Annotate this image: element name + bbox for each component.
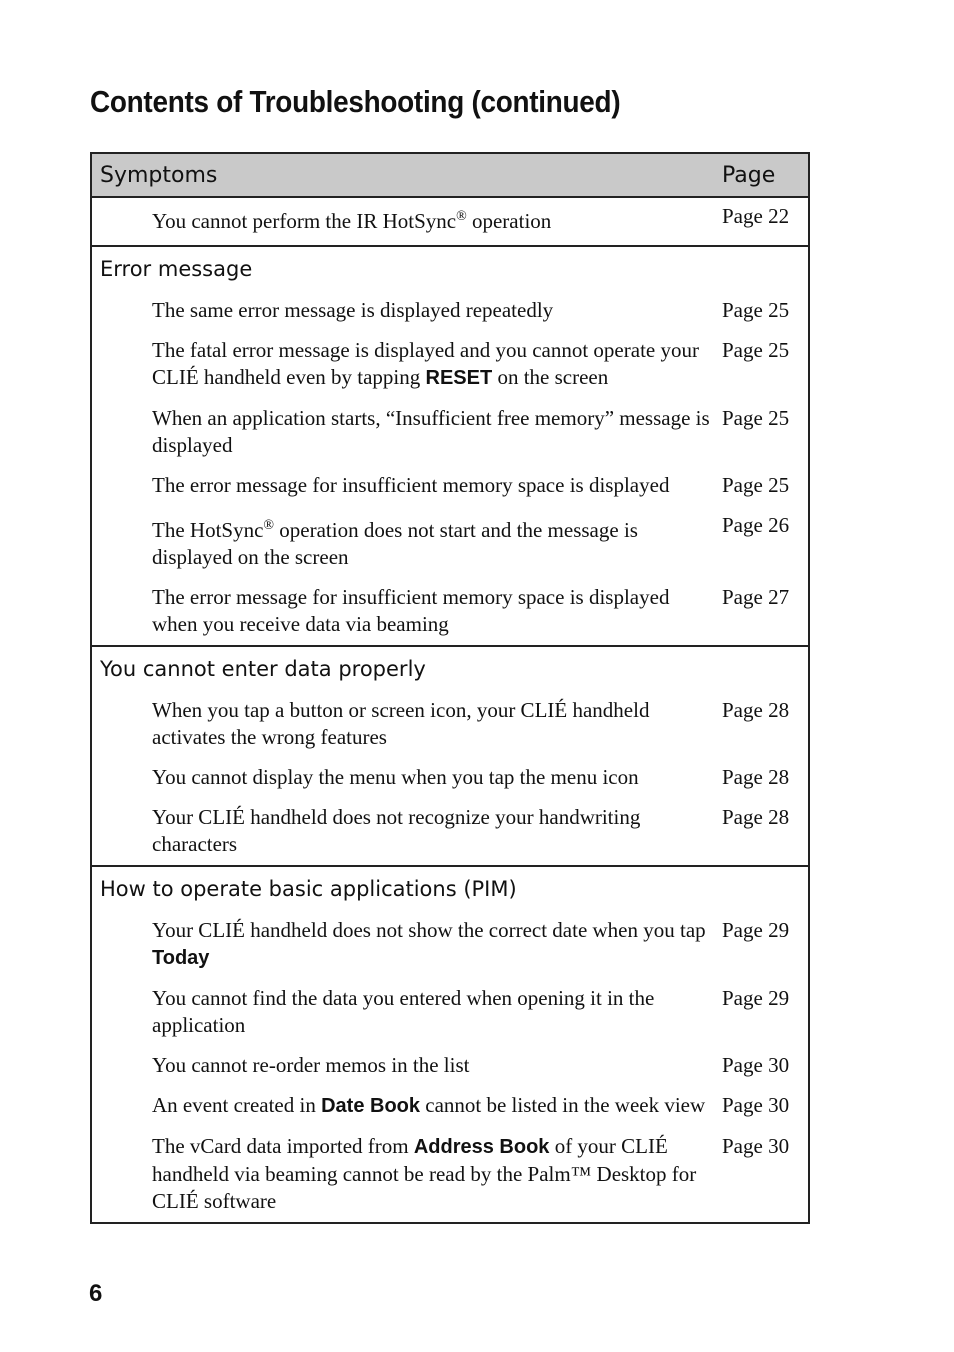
symptom-text-run: You cannot find the data you entered when opening it in the application	[152, 986, 655, 1037]
table-row	[92, 499, 808, 571]
symptom-text	[92, 203, 722, 235]
page-reference: Page 30	[722, 1134, 790, 1158]
table-row	[92, 571, 808, 638]
registered-mark: ®	[456, 209, 467, 224]
table-row	[92, 392, 808, 459]
table-row	[92, 284, 808, 324]
table-header	[92, 154, 808, 198]
symptom-text	[92, 804, 722, 858]
symptom-text-run: of your CLIÉ handheld via beaming cannot be read by the Palm™ Desktop for CLIÉ software	[152, 1134, 697, 1213]
symptom-text	[92, 917, 722, 972]
page-reference: Page 30	[722, 1093, 790, 1117]
table-section	[92, 198, 808, 247]
symptom-text	[92, 584, 722, 638]
symptom-text	[92, 1133, 722, 1215]
page-reference: Page 29	[722, 986, 790, 1010]
table-body	[92, 198, 808, 1222]
page-reference: Page 25	[722, 298, 790, 322]
page-reference: Page 22	[722, 204, 790, 228]
table-row	[92, 904, 808, 972]
symptom-text	[92, 764, 722, 791]
symptom-text-run: You cannot re-order memos in the list	[152, 1053, 470, 1077]
symptom-text-run: An event created in	[152, 1093, 322, 1117]
table-section	[92, 247, 808, 647]
symptom-text-run: The error message for insufficient memory space is displayed when you receive data via beaming	[152, 585, 670, 636]
page-reference: Page 25	[722, 406, 790, 430]
symptom-text-run: You cannot display the menu when you tap the menu icon	[152, 765, 639, 789]
symptom-text	[92, 985, 722, 1039]
section-heading: How to operate basic applications (PIM)	[100, 877, 517, 901]
symptom-text-run: When an application starts, “Insufficient free memory” message is displayed	[152, 406, 710, 457]
ui-term: Today	[152, 947, 210, 969]
symptom-text	[92, 405, 722, 459]
page-reference: Page 25	[722, 473, 790, 497]
table-row	[92, 1079, 808, 1120]
table-row	[92, 972, 808, 1039]
ui-term: Date Book	[321, 1095, 420, 1117]
page-reference: Page 28	[722, 698, 790, 722]
page-reference: Page 28	[722, 765, 790, 789]
symptom-text-run: When you tap a button or screen icon, your CLIÉ handheld activates the wrong features	[152, 698, 650, 749]
symptom-text	[92, 1052, 722, 1079]
symptom-text	[92, 297, 722, 324]
symptom-text-run: operation does not start and the message is displayed on the screen	[152, 518, 638, 569]
page-reference: Page 25	[722, 338, 790, 362]
symptom-text-run: operation	[466, 209, 552, 233]
section-heading: Error message	[100, 257, 253, 281]
page-number: 6	[89, 1280, 103, 1307]
table-row	[92, 1120, 808, 1215]
symptom-text	[92, 337, 722, 392]
table-row	[92, 324, 808, 392]
symptom-text-run: You cannot perform the IR HotSync	[152, 209, 457, 233]
symptom-text-run: The HotSync	[152, 518, 264, 542]
symptom-text	[92, 472, 722, 499]
symptom-text	[92, 1092, 722, 1120]
table-row	[92, 459, 808, 499]
troubleshooting-table	[90, 152, 810, 1224]
symptom-text-run: The error message for insufficient memory space is displayed	[152, 473, 670, 497]
table-section	[92, 647, 808, 867]
page-title: Contents of Troubleshooting (continued)	[90, 84, 621, 119]
page-column-header: Page	[722, 162, 776, 188]
table-row	[92, 751, 808, 791]
symptom-text-run: Your CLIÉ handheld does not recognize your handwriting characters	[152, 805, 641, 856]
table-row	[92, 1039, 808, 1079]
symptom-text-run: The same error message is displayed repeatedly	[152, 298, 554, 322]
symptoms-column-header: Symptoms	[100, 162, 218, 188]
symptom-text-run: The vCard data imported from	[152, 1134, 414, 1158]
page-reference: Page 28	[722, 805, 790, 829]
symptom-text	[92, 697, 722, 751]
table-row	[92, 684, 808, 751]
section-heading: You cannot enter data properly	[100, 657, 426, 681]
page-reference: Page 26	[722, 513, 790, 537]
table-row	[92, 198, 808, 235]
registered-mark: ®	[263, 518, 275, 533]
symptom-text-run: Your CLIÉ handheld does not show the correct date when you tap	[152, 918, 706, 942]
symptom-text	[92, 512, 722, 571]
page-reference: Page 30	[722, 1053, 790, 1077]
symptom-text-run: on the screen	[492, 365, 609, 389]
symptom-text-run: The fatal error message is displayed and you cannot operate your CLIÉ handheld even by tapping	[152, 338, 699, 389]
table-section	[92, 867, 808, 1222]
page-reference: Page 29	[722, 918, 790, 942]
symptom-text-run: cannot be listed in the week view	[420, 1093, 706, 1117]
ui-term: RESET	[425, 367, 493, 389]
ui-term: Address Book	[413, 1136, 550, 1158]
page-reference: Page 27	[722, 585, 790, 609]
table-row	[92, 791, 808, 858]
